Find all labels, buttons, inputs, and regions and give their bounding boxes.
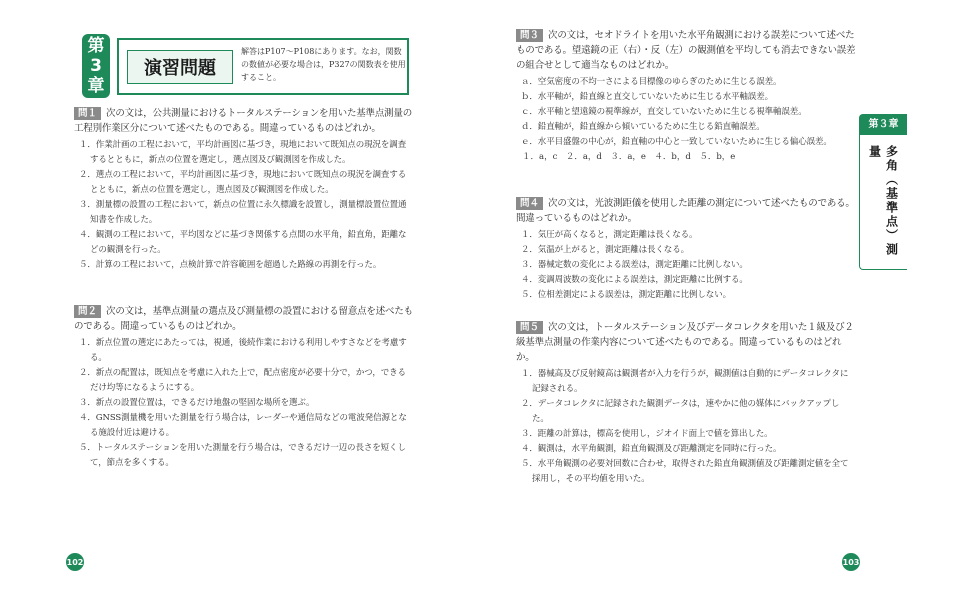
option-list: [74, 336, 414, 471]
exercise-note: 解答はP107～P108にあります。なお，関数の数値が必要な場合は，P327の関数表を使用すること。: [241, 47, 406, 82]
question-text: 次の文は，セオドライトを用いた水平角観測における誤差について述べたものである。望遠鏡の正（右）・反（左）の観測値を平均しても消去できない誤差の組合せとして適当なものはどれか。: [516, 30, 856, 71]
question-text: 次の文は，光波測距儀を使用した距離の測定について述べたものである。間違っているものはどれか。: [516, 198, 855, 224]
exercise-header: [117, 38, 409, 95]
option-item: １．作業計画の工程において，平均計画図に基づき，現地において既知点の現況を調査するとともに，新点の位置を選定し，選点図及び観測図を作成した。: [79, 140, 407, 165]
option-item: ３．新点の設置位置は，できるだけ地盤の堅固な場所を選ぶ。: [79, 398, 315, 408]
option-list: [516, 228, 856, 303]
chapter-char: 第: [87, 36, 105, 56]
option-item: ２．気温が上がると，測定距離は長くなる。: [521, 245, 690, 255]
option-item: ２．新点の配置は，既知点を考慮に入れた上で，配点密度が必要十分で，かつ，できるだけ均等になるようにする。: [79, 368, 406, 393]
question-3: [516, 28, 856, 165]
side-chapter-tab: [859, 114, 907, 270]
option-item: １．新点位置の選定にあたっては，視通，後続作業における利用しやすさなどを考慮する。: [79, 338, 407, 363]
question-text: 次の文は，基準点測量の選点及び測量標の設置における留意点を述べたものである。間違っているものはどれか。: [74, 306, 413, 332]
question-number-badge: 問１: [74, 107, 101, 120]
question-1: [74, 106, 414, 273]
chapter-number: 3: [90, 56, 102, 76]
question-header: [74, 106, 414, 136]
page-number-right: 103: [842, 553, 860, 571]
side-tab-chapter: 第３章: [860, 115, 907, 135]
option-item: ４．GNSS測量機を用いた測量を行う場合は，レーダーや通信局などの電波発信源となる施設付近は避ける。: [79, 413, 407, 438]
option-item: ２．データコレクタに記録された観測データは，速やかに他の媒体にバックアップした。: [521, 399, 840, 424]
option-item: ４．変調周波数の変化による誤差は，測定距離に比例する。: [521, 275, 748, 285]
option-item: ３．測量標の設置の工程において，新点の位置に永久標識を設置し，測量標設置位置通知書を作成した。: [79, 200, 407, 225]
option-item: ４．観測の工程において，平均図などに基づき関係する点間の水平角，鉛直角，距離などの観測を行った。: [79, 230, 407, 255]
side-tab-title: 多角（基準点）測量: [867, 145, 899, 257]
option-list: [516, 75, 856, 150]
exercise-title: 演習問題: [127, 50, 233, 84]
option-item: ｄ．鉛直軸が，鉛直線から傾いているために生じる鉛直軸誤差。: [521, 122, 765, 132]
question-2: [74, 304, 414, 471]
answer-choices: １．a，c ２．a，d ３．a，e ４．b，d ５．b，e: [522, 152, 736, 162]
option-item: ａ．空気密度の不均一さによる目標像のゆらぎのために生じる誤差。: [521, 77, 782, 87]
chapter-tab: [82, 34, 110, 98]
question-number-badge: 問４: [516, 197, 543, 210]
option-item: ５．位相差測定による誤差は，測定距離に比例しない。: [521, 290, 732, 300]
option-item: １．器械高及び反射鏡高は観測者が入力を行うが，観測値は自動的にデータコレクタに記録される。: [521, 369, 849, 394]
option-item: ｃ．水平軸と望遠鏡の視準線が，直交していないために生じる視準軸誤差。: [521, 107, 807, 117]
option-item: ２．選点の工程において，平均計画図に基づき，現地において既知点の現況を調査するとともに，新点の位置を選定し，選点図及び観測図を作成した。: [79, 170, 407, 195]
question-4: [516, 196, 856, 303]
option-list: [516, 367, 856, 487]
option-list: [74, 138, 414, 273]
chapter-char: 章: [87, 76, 105, 96]
option-item: ５．計算の工程において，点検計算で許容範囲を超過した路線の再測を行った。: [79, 260, 382, 270]
option-item: ３．器械定数の変化による誤差は，測定距離に比例しない。: [521, 260, 748, 270]
option-item: ５．トータルステーションを用いた測量を行う場合は，できるだけ一辺の長さを短くして，節点を多くする。: [79, 443, 406, 468]
option-item: １．気圧が高くなると，測定距離は長くなる。: [521, 230, 698, 240]
option-item: ４．観測は，水平角観測，鉛直角観測及び距離測定を同時に行った。: [521, 444, 782, 454]
option-item: ｂ．水平軸が，鉛直線と直交していないために生じる水平軸誤差。: [521, 92, 774, 102]
question-number-badge: 問３: [516, 29, 543, 42]
option-item: ｅ．水平目盛盤の中心が，鉛直軸の中心と一致していないために生じる偏心誤差。: [521, 137, 832, 147]
option-item: ３．距離の計算は，標高を使用し，ジオイド面上で値を算出した。: [521, 429, 773, 439]
question-header: [516, 196, 856, 226]
question-header: [74, 304, 414, 334]
question-number-badge: 問２: [74, 305, 101, 318]
question-header: [516, 28, 856, 73]
question-number-badge: 問５: [516, 321, 543, 334]
question-text: 次の文は，公共測量におけるトータルステーションを用いた基準点測量の工程別作業区分について述べたものである。間違っているものはどれか。: [74, 108, 413, 134]
page-number-left: 102: [66, 553, 84, 571]
question-text: 次の文は，トータルステーション及びデータコレクタを用いた１級及び２級基準点測量の作業内容について述べたものである。間違っているものはどれか。: [516, 322, 854, 363]
question-5: [516, 320, 856, 487]
question-header: [516, 320, 856, 365]
option-item: ５．水平角観測の必要対回数に合わせ，取得された鉛直角観測値及び距離測定値を全て採用し，その平均値を用いた。: [521, 459, 849, 484]
